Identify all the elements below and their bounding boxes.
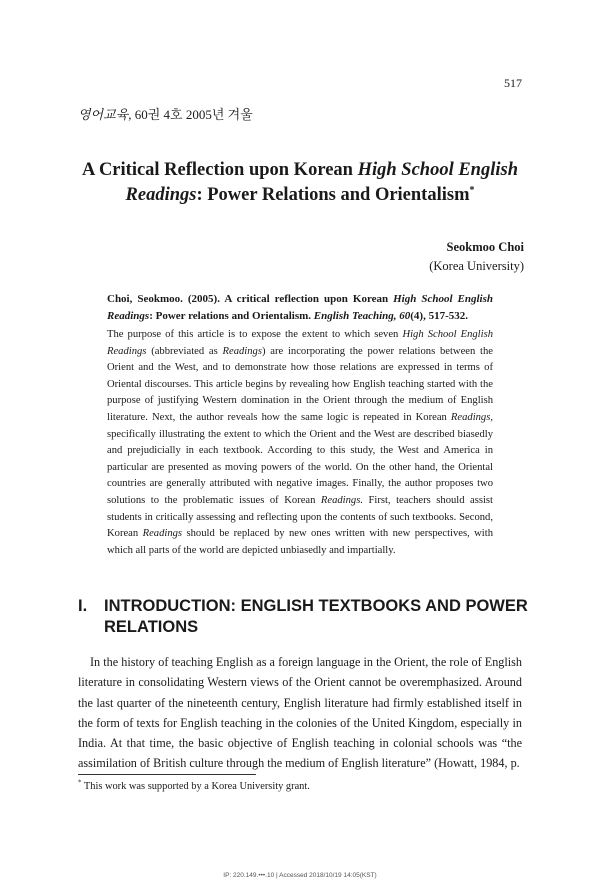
abstract-italic: Readings [222,345,262,357]
section-heading [78,596,528,638]
abstract-text: The purpose of this article is to expose the extent to which seven [107,329,403,340]
journal-name: 영어교육 [78,107,129,122]
citation-journal: English Teaching, 60 [313,309,411,322]
abstract-italic: Readings. [320,494,363,506]
abstract-text: First, teachers should assist students in critically assessing and reflecting upon the contents of such textbooks. Second, Korean [107,494,493,540]
title-part3: : Power Relations and Orientalism [196,185,470,205]
citation-italic-title: High School English Readings [107,293,493,322]
section-number: I. [78,597,88,615]
title-part1: A Critical Reflection upon Korean [81,160,358,180]
citation [107,291,493,324]
author-affiliation: (Korea University) [429,259,524,273]
access-stamp: IP: 220.149.•••.10 | Accessed 2018/10/19 14:05(KST) [223,872,377,879]
author-name: Seokmoo Choi [446,240,524,254]
journal-issue: , 60권 4호 2005년 겨울 [128,107,253,122]
footnote-text: This work was supported by a Korea University grant. [81,781,310,792]
footnote-divider [78,774,256,775]
abstract-text: specifically illustrating the extent to which the Orient and the West are described biasedly and prejudicially in each textbook. According to this study, the West and America in particular are presented as moving powers of the world. On the other hand, the Oriental countries are generally attributed with negative images. Finally, the author proposes two solutions to the problematic issues of Korean [107,428,493,506]
abstract-text: ) are incorporating the power relations between the Orient and the West, and to demonstrate how those relations are expressed in terms of Oriental discourses. This article begins by revealing how English teaching started with the purpose of justifying Western domination in the Orient through the medium of English literature. Next, the author reveals how the same logic is repeated in Korean [107,345,493,423]
citation-middle: : Power relations and Orientalism. [149,309,314,322]
abstract-italic: Readings [142,528,183,540]
citation-prefix: Choi, Seokmoo. (2005). A critical reflection upon Korean [107,293,394,305]
abstract-italic: Readings, [450,411,493,423]
article-title [60,158,540,208]
abstract [107,327,493,559]
footnote-mark: * [78,778,82,787]
section-title: INTRODUCTION: ENGLISH TEXTBOOKS AND POWER RELATIONS [104,597,528,636]
body-paragraph: In the history of teaching English as a foreign language in the Orient, the role of English literature in consolidating Western views of the Orient cannot be overemphasized. Around the last quarter of the nineteenth century, English literature had firmly established itself in the form of texts for English teaching in the colonies of the United Kingdom, especially in India. At that time, the basic objective of English teaching in colonial schools was “the assimilation of British culture through the medium of English literature” (Howatt, 1984, p. [78,655,522,771]
author-block [429,238,524,276]
abstract-text: (abbreviated as [146,345,223,357]
title-italic: High School English Readings [125,160,518,205]
abstract-text: should be replaced by new ones written with new perspectives, with which all parts of the world are depicted unbiasedly and impartially. [107,528,493,556]
footnote [78,778,310,792]
citation-suffix: (4), 517-532. [410,309,469,322]
journal-header [78,104,253,123]
page-number: 517 [504,76,522,90]
abstract-italic: High School English Readings [107,329,493,357]
title-footnote-mark: * [469,184,475,196]
